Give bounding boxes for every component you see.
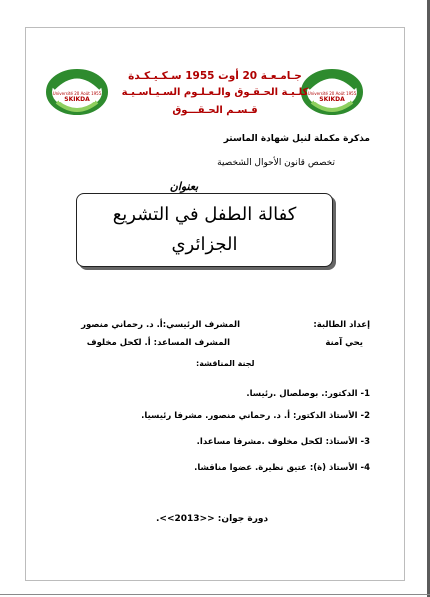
- memo-description: مذكرة مكملة لنيل شهادة الماستر: [223, 134, 370, 144]
- specialization: تخصص قانون الأحوال الشخصية: [217, 158, 335, 168]
- thesis-title: كفالة الطفل في التشريع الجزائري: [112, 204, 297, 255]
- logo-left-university-text: Université 20 Août 1955: [52, 91, 102, 96]
- committee-member: 1- الدكتور:. بوصلصال .رئيسا.: [246, 389, 370, 399]
- title-label: بعنوان: [169, 180, 199, 193]
- university-name: جـامـعـة 20 أوت 1955 سـكـيـكـدة: [128, 70, 302, 82]
- logo-left-skikda-text: SKIKDA: [64, 96, 90, 103]
- student-name: يحي آمنة: [325, 338, 363, 348]
- committee-member: 2- الأستاذ الدكتور: أ. د. رحماني منصور. مشرفا رئيسيا.: [141, 411, 370, 421]
- department-name: قـسـم الحـقـــوق: [172, 105, 258, 116]
- faculty-name: كلـيـة الحـقـوق والـعـلـوم السـيـاسـيـة: [121, 87, 309, 98]
- committee-member: 3- الأستاذ: لكحل مخلوف .مشرفا مساعدا.: [196, 437, 370, 447]
- page-bottom-line: [0, 594, 430, 595]
- prepared-by-label: إعداد الطالبة:: [313, 320, 370, 330]
- logo-right-skikda-text: SKIKDA: [319, 96, 345, 103]
- committee-title: لجنة المناقشة:: [196, 359, 255, 368]
- title-box: [76, 193, 333, 267]
- logo-right-university-text: Université 20 Août 1955: [307, 91, 357, 96]
- main-supervisor: المشرف الرئيسي:أ. د. رحماني منصور: [81, 320, 240, 330]
- committee-member: 4- الأستاذ (ة): عتيق نظيرة. عضوا مناقشا.: [194, 463, 370, 473]
- session-date: دورة جوان: <<2013>>.: [156, 514, 269, 524]
- assistant-supervisor: المشرف المساعد: أ. لكحل مخلوف: [86, 338, 230, 348]
